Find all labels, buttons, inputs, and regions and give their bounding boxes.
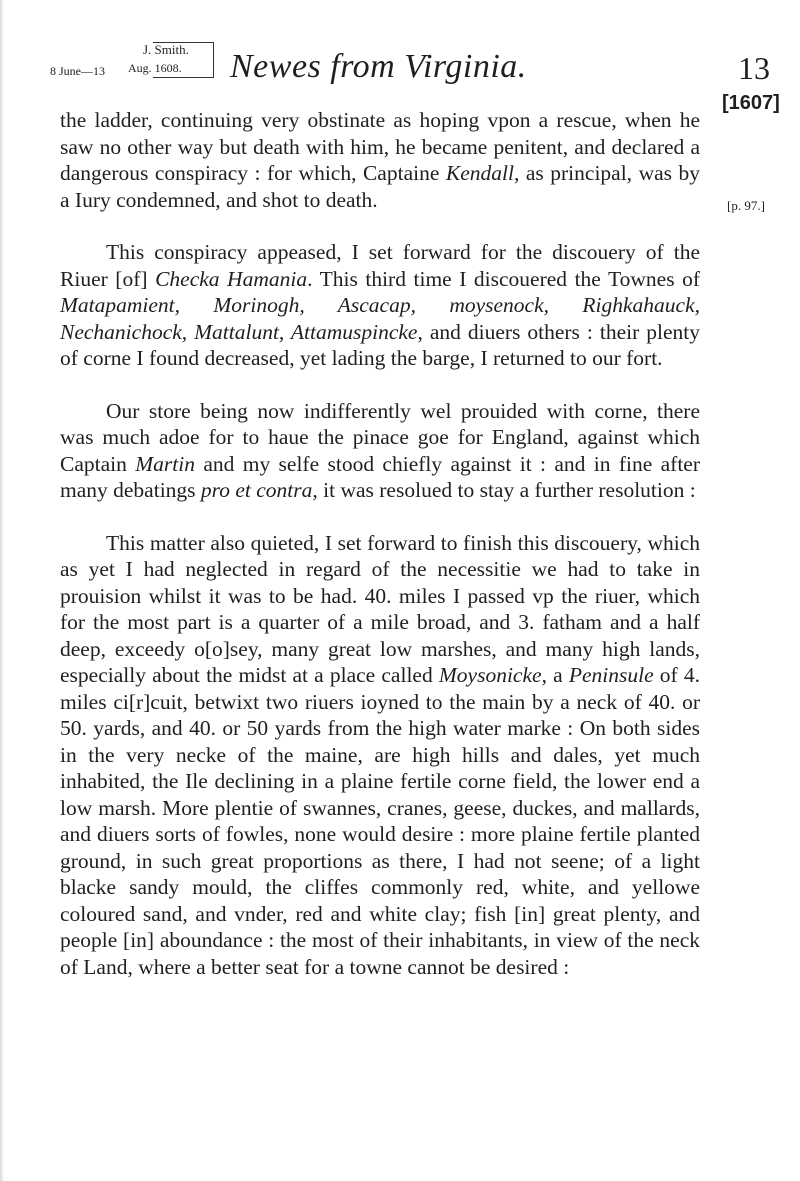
paragraph-text: and my selfe stood chiefly against it : and in fine after many debatings <box>60 451 700 502</box>
italic-text: Peninsule <box>568 663 654 687</box>
date-range-end: Aug. 1608. <box>128 61 182 75</box>
italic-text: Kendall <box>445 161 514 185</box>
paragraph <box>60 398 700 504</box>
paragraph-text: , as principal, was by a Iury condemned, and shot to death. <box>60 161 701 212</box>
margin-year: [1607] <box>722 92 780 114</box>
italic-text: Martin <box>135 451 195 476</box>
header-bracket <box>153 42 214 78</box>
paragraph-text: Our store being now indifferently wel prouided with corne, there was much adoe for to haue the pinace goe for England, against which Captain <box>60 398 700 476</box>
running-title: Newes from Virginia. <box>230 48 527 85</box>
date-range-main: 8 June—13 <box>50 64 105 78</box>
paragraph <box>60 530 700 981</box>
page-number: 13 <box>738 50 770 86</box>
margin-page-reference: [p. 97.] <box>727 198 765 213</box>
italic-text: pro et contra <box>200 478 313 502</box>
paragraph-text: , a <box>541 663 569 687</box>
paragraph <box>60 107 700 213</box>
paragraph-text: This matter also quieted, I set forward to finish this discouery, which as yet I had neglected in regard of the necessitie we had to take in prouision whilst it was to be had. 40. miles I passed vp the riuer, which for the most part is a quarter of a mile broad, and 3. fatham and a half deep, exceedy o[o]sey, many great low marshes, and many high lands, especially about the midst at a place called <box>60 530 700 687</box>
italic-text: Moysonicke <box>438 663 542 687</box>
page-header <box>50 40 770 90</box>
paragraph-text: . This third time I discouered the Townes of <box>307 266 700 291</box>
paragraph-text: of 4. miles ci[r]cuit, betwixt two riuers ioyned to the main by a neck of 40. or 50. yards, and 40. or 50 yards from the high water marke : On both sides in the very necke of the maine, are high hills and dales, yet much inhabited, the Ile declining in a plaine fertile corne field, the lower end a low marsh. More plentie of swannes, cranes, geese, duckes, and mallards, and diuers sorts of fowles, none would desire : more plaine fertile planted ground, in such great proportions as there, I had not seene; of a light blacke sandy mould, the cliffes commonly red, white, and yellowe coloured sand, and vnder, red and white clay; fish [in] great plenty, and people [in] aboundance : the most of their inhabitants, in view of the neck of Land, where a better seat for a towne cannot be desired : <box>60 663 701 979</box>
italic-text: Matapamient, Morinogh, Ascacap, moysenock, Righkahauck, Nechanichock, Mattalunt, Attamuspincke <box>60 293 700 344</box>
date-range <box>50 40 220 90</box>
author-attribution: J. Smith. <box>143 42 189 57</box>
paragraph-text: This conspiracy appeased, I set forward for the discouery of the Riuer [of] <box>60 240 700 291</box>
body-text <box>60 107 700 1006</box>
paragraph-text: , it was resolued to stay a further resolution : <box>312 478 696 502</box>
page-edge-shadow <box>0 0 4 1181</box>
italic-text: Checka Hamania <box>155 266 308 291</box>
paragraph <box>60 239 700 372</box>
paragraph-text: the ladder, continuing very obstinate as hoping vpon a rescue, when he saw no other way but death with him, he became penitent, and declared a dangerous conspiracy : for which, Captaine <box>60 108 700 185</box>
paragraph-text: , and diuers others : their plenty of corne I found decreased, yet lading the barge, I returned to our fort. <box>60 319 700 370</box>
